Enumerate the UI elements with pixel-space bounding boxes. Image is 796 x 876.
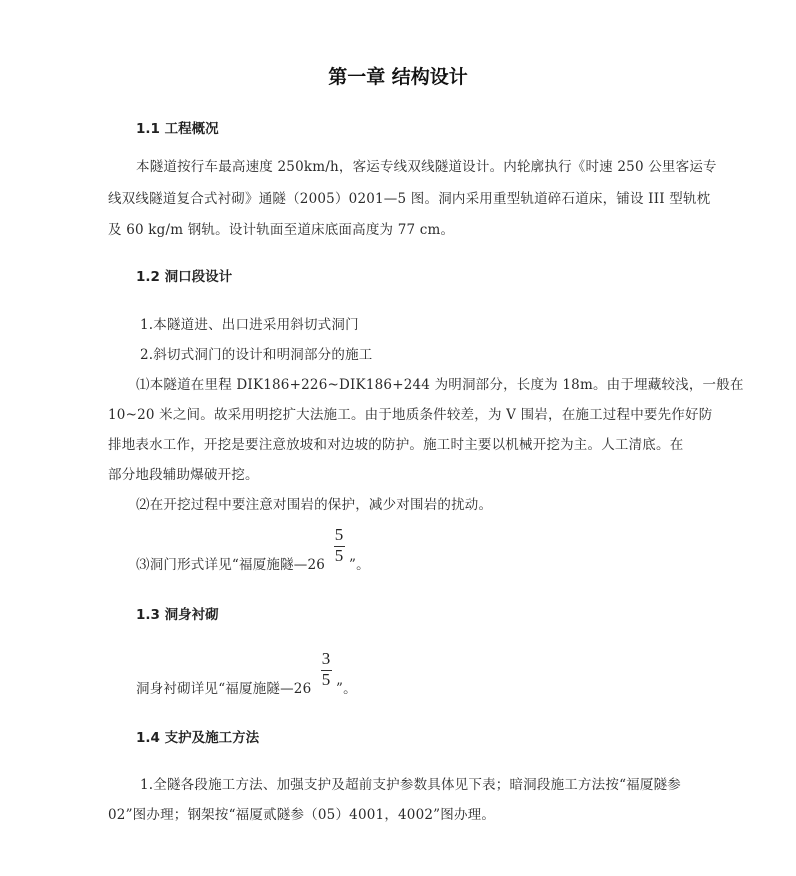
fraction-denominator: 5 — [334, 546, 344, 565]
reference-suffix: ”。 — [349, 557, 370, 573]
paragraph-line: 10~20 米之间。故采用明挖扩大法施工。由于地质条件较差，为 V 围岩，在施工过程中要先作好防 — [108, 407, 713, 423]
fraction-numerator: 5 — [334, 525, 344, 544]
paragraph-line: 02”图办理；钢架按“福厦贰隧参（05）4001，4002”图办理。 — [108, 807, 496, 823]
paragraph-line: 及 60 kg/m 钢轨。设计轨面至道床底面高度为 77 cm。 — [108, 222, 455, 238]
list-item: 2.斜切式洞门的设计和明洞部分的施工 — [140, 347, 373, 363]
section-heading-1-1: 1.1 工程概况 — [136, 121, 219, 137]
paragraph-line: ⑴本隧道在里程 DIK186+226~DIK186+244 为明洞部分，长度为 18m。由于埋藏较浅，一般在 — [136, 377, 744, 393]
paragraph-line: 线双线隧道复合式衬砌》通隧（2005）0201—5 图。洞内采用重型轨道碎石道床，铺设 III 型轨枕 — [108, 191, 711, 207]
section-heading-1-2: 1.2 洞口段设计 — [136, 269, 233, 285]
section-heading-1-3: 1.3 洞身衬砌 — [136, 607, 219, 623]
paragraph-line: 1.全隧各段施工方法、加强支护及超前支护参数具体见下表；暗洞段施工方法按“福厦隧参 — [140, 777, 681, 793]
reference-prefix: ⑶洞门形式详见“福厦施隧—26 — [136, 557, 326, 573]
paragraph-line: ⑵在开挖过程中要注意对围岩的保护，减少对围岩的扰动。 — [136, 497, 493, 513]
list-item: 1.本隧道进、出口进采用斜切式洞门 — [140, 317, 359, 333]
fraction-numerator: 3 — [321, 649, 331, 668]
reference-suffix: ”。 — [336, 681, 357, 697]
paragraph-line: 部分地段辅助爆破开挖。 — [108, 467, 259, 483]
reference-prefix: 洞身衬砌详见“福厦施隧—26 — [136, 681, 312, 697]
chapter-title: 第一章 结构设计 — [328, 66, 468, 88]
paragraph-line: 排地表水工作，开挖是要注意放坡和对边坡的防护。施工时主要以机械开挖为主。人工清底。在 — [108, 437, 684, 453]
section-heading-1-4: 1.4 支护及施工方法 — [136, 730, 260, 746]
fraction-denominator: 5 — [321, 670, 331, 689]
paragraph-line: 本隧道按行车最高速度 250km/h，客运专线双线隧道设计。内轮廓执行《时速 250 公里客运专 — [136, 159, 717, 175]
